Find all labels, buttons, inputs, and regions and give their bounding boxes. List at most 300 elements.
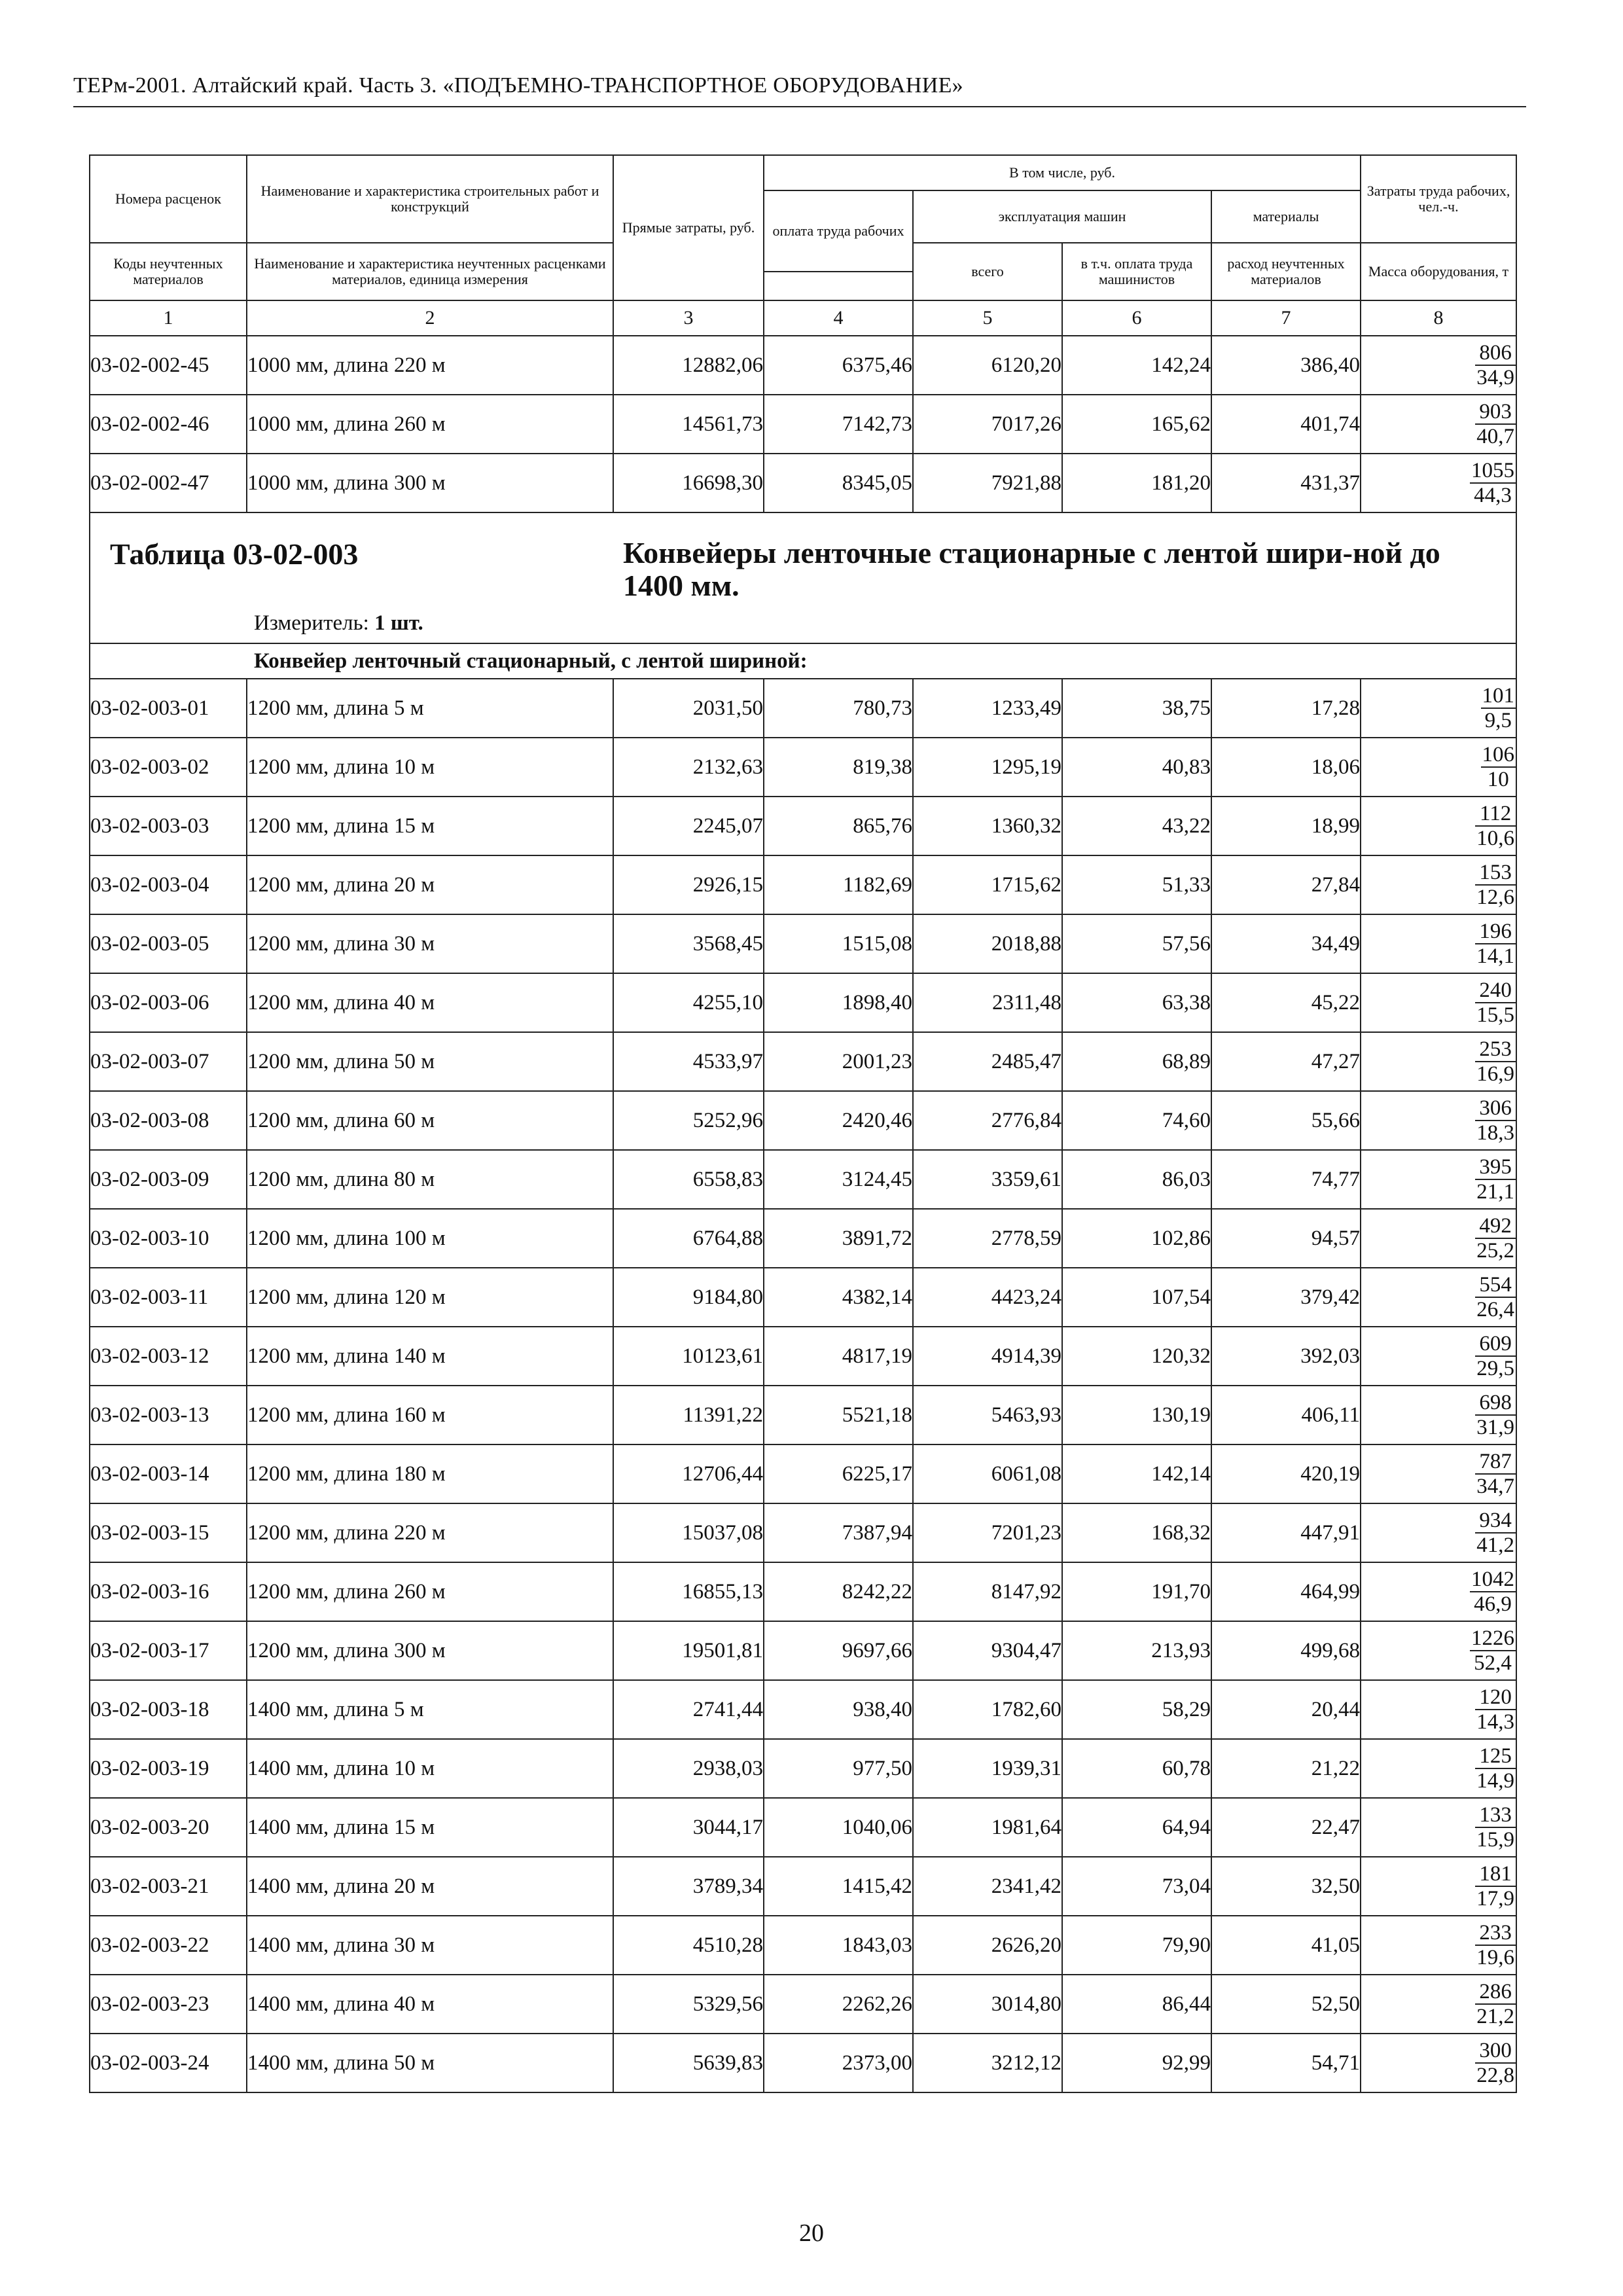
fraction	[1475, 802, 1516, 850]
work-name: 1200 мм, длина 300 м	[247, 1621, 613, 1680]
rate-code: 03-02-003-14	[90, 1444, 247, 1503]
direct-costs: 15037,08	[613, 1503, 764, 1562]
machinist-pay: 142,14	[1062, 1444, 1211, 1503]
rate-code: 03-02-003-08	[90, 1091, 247, 1150]
equipment-mass: 21,1	[1476, 1179, 1515, 1204]
labor-hours: 554	[1475, 1273, 1516, 1298]
materials-cost: 21,22	[1211, 1739, 1361, 1798]
labor-hours: 240	[1475, 978, 1516, 1003]
col-material-codes: Коды неучтенных материалов	[90, 243, 247, 300]
table-row	[90, 1209, 1516, 1268]
labor-hours: 609	[1475, 1332, 1516, 1357]
fraction	[1470, 1568, 1516, 1616]
col-equipment-mass: Масса оборудования, т	[1361, 243, 1516, 300]
rate-code: 03-02-003-20	[90, 1798, 247, 1857]
worker-pay: 8345,05	[764, 454, 913, 512]
column-number: 3	[613, 300, 764, 336]
equipment-mass: 10,6	[1476, 826, 1515, 850]
table-body	[90, 679, 1516, 2092]
equipment-mass: 21,2	[1476, 2004, 1515, 2028]
labor-and-mass	[1361, 973, 1516, 1032]
work-name: 1000 мм, длина 220 м	[247, 336, 613, 395]
labor-hours: 112	[1475, 802, 1516, 827]
materials-cost: 386,40	[1211, 336, 1361, 395]
equipment-mass: 34,9	[1476, 365, 1515, 389]
fraction	[1475, 1921, 1516, 1969]
labor-and-mass	[1361, 679, 1516, 738]
machine-total: 2341,42	[913, 1857, 1062, 1916]
equipment-mass: 26,4	[1476, 1297, 1515, 1321]
equipment-mass: 29,5	[1476, 1356, 1515, 1380]
labor-and-mass	[1361, 1621, 1516, 1680]
work-name: 1200 мм, длина 50 м	[247, 1032, 613, 1091]
fraction	[1481, 743, 1516, 791]
labor-hours: 253	[1475, 1037, 1516, 1062]
fraction	[1470, 459, 1516, 507]
labor-and-mass	[1361, 1386, 1516, 1444]
materials-cost: 54,71	[1211, 2034, 1361, 2092]
work-name: 1400 мм, длина 10 м	[247, 1739, 613, 1798]
labor-and-mass	[1361, 1444, 1516, 1503]
machine-total: 1360,32	[913, 797, 1062, 855]
direct-costs: 12706,44	[613, 1444, 764, 1503]
rate-code: 03-02-003-06	[90, 973, 247, 1032]
labor-and-mass	[1361, 336, 1516, 395]
machine-total: 2776,84	[913, 1091, 1062, 1150]
equipment-mass: 25,2	[1476, 1238, 1515, 1263]
machine-total: 1981,64	[913, 1798, 1062, 1857]
table-row	[90, 973, 1516, 1032]
table-row	[90, 738, 1516, 797]
machine-total: 1233,49	[913, 679, 1062, 738]
machinist-pay: 63,38	[1062, 973, 1211, 1032]
materials-cost: 52,50	[1211, 1975, 1361, 2034]
labor-hours: 300	[1475, 2039, 1516, 2064]
machinist-pay: 68,89	[1062, 1032, 1211, 1091]
machinist-pay: 38,75	[1062, 679, 1211, 738]
col-labor-costs: Затраты труда рабочих, чел.-ч.	[1361, 155, 1516, 243]
machine-total: 2485,47	[913, 1032, 1062, 1091]
work-name: 1200 мм, длина 260 м	[247, 1562, 613, 1621]
direct-costs: 6764,88	[613, 1209, 764, 1268]
labor-hours: 787	[1475, 1450, 1516, 1475]
labor-and-mass	[1361, 855, 1516, 914]
table-row	[90, 1503, 1516, 1562]
machinist-pay: 58,29	[1062, 1680, 1211, 1739]
fraction	[1475, 1155, 1516, 1204]
equipment-mass: 40,7	[1476, 424, 1515, 448]
machine-total: 4914,39	[913, 1327, 1062, 1386]
materials-cost: 464,99	[1211, 1562, 1361, 1621]
work-name: 1200 мм, длина 60 м	[247, 1091, 613, 1150]
materials-cost: 55,66	[1211, 1091, 1361, 1150]
worker-pay: 865,76	[764, 797, 913, 855]
machine-total: 4423,24	[913, 1268, 1062, 1327]
labor-and-mass	[1361, 454, 1516, 512]
table-section-header	[90, 512, 1516, 679]
rate-code: 03-02-003-03	[90, 797, 247, 855]
equipment-mass: 12,6	[1476, 885, 1515, 909]
direct-costs: 3568,45	[613, 914, 764, 973]
rate-code: 03-02-003-10	[90, 1209, 247, 1268]
direct-costs: 5252,96	[613, 1091, 764, 1150]
table-row	[90, 679, 1516, 738]
worker-pay: 3891,72	[764, 1209, 913, 1268]
fraction	[1475, 861, 1516, 909]
direct-costs: 2938,03	[613, 1739, 764, 1798]
equipment-mass: 19,6	[1476, 1945, 1515, 1969]
fraction	[1475, 2039, 1516, 2087]
direct-costs: 4510,28	[613, 1916, 764, 1975]
machinist-pay: 130,19	[1062, 1386, 1211, 1444]
materials-cost: 27,84	[1211, 855, 1361, 914]
direct-costs: 5329,56	[613, 1975, 764, 2034]
table-row	[90, 1091, 1516, 1150]
machine-total: 1939,31	[913, 1739, 1062, 1798]
machinist-pay: 60,78	[1062, 1739, 1211, 1798]
fraction	[1475, 1803, 1516, 1852]
machine-total: 3014,80	[913, 1975, 1062, 2034]
labor-hours: 698	[1475, 1391, 1516, 1416]
worker-pay: 2001,23	[764, 1032, 913, 1091]
machine-total: 2778,59	[913, 1209, 1062, 1268]
column-number: 5	[913, 300, 1062, 336]
worker-pay: 819,38	[764, 738, 913, 797]
rate-code: 03-02-003-04	[90, 855, 247, 914]
table-number: Таблица 03-02-003	[110, 537, 359, 571]
machinist-pay: 64,94	[1062, 1798, 1211, 1857]
labor-hours: 395	[1475, 1155, 1516, 1180]
work-name: 1400 мм, длина 30 м	[247, 1916, 613, 1975]
fraction	[1475, 920, 1516, 968]
machinist-pay: 92,99	[1062, 2034, 1211, 2092]
labor-hours: 133	[1475, 1803, 1516, 1828]
labor-hours: 492	[1475, 1214, 1516, 1239]
col-material-names: Наименование и характеристика неучтенных расценками материалов, единица измерения	[247, 243, 613, 300]
materials-cost: 47,27	[1211, 1032, 1361, 1091]
direct-costs: 2926,15	[613, 855, 764, 914]
equipment-mass: 41,2	[1476, 1533, 1515, 1557]
col-materials: материалы	[1211, 190, 1361, 243]
fraction	[1475, 341, 1516, 389]
rate-code: 03-02-002-47	[90, 454, 247, 512]
rate-code: 03-02-003-22	[90, 1916, 247, 1975]
document-header: ТЕРм-2001. Алтайский край. Часть 3. «ПОДЪЕМНО-ТРАНСПОРТНОЕ ОБОРУДОВАНИЕ»	[73, 73, 963, 98]
fraction	[1475, 1980, 1516, 2028]
machinist-pay: 213,93	[1062, 1621, 1211, 1680]
labor-and-mass	[1361, 395, 1516, 454]
labor-hours: 286	[1475, 1980, 1516, 2005]
materials-cost: 20,44	[1211, 1680, 1361, 1739]
materials-cost: 18,06	[1211, 738, 1361, 797]
labor-and-mass	[1361, 797, 1516, 855]
labor-and-mass	[1361, 738, 1516, 797]
worker-pay: 1898,40	[764, 973, 913, 1032]
equipment-mass: 15,5	[1476, 1003, 1515, 1027]
rate-code: 03-02-003-18	[90, 1680, 247, 1739]
rate-code: 03-02-003-17	[90, 1621, 247, 1680]
worker-pay: 938,40	[764, 1680, 913, 1739]
machinist-pay: 79,90	[1062, 1916, 1211, 1975]
labor-and-mass	[1361, 1091, 1516, 1150]
rate-code: 03-02-003-01	[90, 679, 247, 738]
fraction	[1475, 1214, 1516, 1263]
materials-cost: 32,50	[1211, 1857, 1361, 1916]
materials-cost: 420,19	[1211, 1444, 1361, 1503]
machine-total: 3359,61	[913, 1150, 1062, 1209]
machine-total: 1782,60	[913, 1680, 1062, 1739]
group-title: Конвейер ленточный стационарный, с лентой шириной:	[90, 643, 1516, 679]
fraction	[1475, 1450, 1516, 1498]
work-name: 1400 мм, длина 20 м	[247, 1857, 613, 1916]
machine-total: 1715,62	[913, 855, 1062, 914]
machinist-pay: 191,70	[1062, 1562, 1211, 1621]
machine-total: 7017,26	[913, 395, 1062, 454]
direct-costs: 16855,13	[613, 1562, 764, 1621]
table-row	[90, 1680, 1516, 1739]
table-row	[90, 454, 1516, 512]
rate-code: 03-02-003-16	[90, 1562, 247, 1621]
rate-code: 03-02-003-12	[90, 1327, 247, 1386]
col-rate-numbers: Номера расценок	[90, 155, 247, 243]
table-row	[90, 1562, 1516, 1621]
direct-costs: 12882,06	[613, 336, 764, 395]
equipment-mass: 14,9	[1476, 1768, 1515, 1793]
direct-costs: 9184,80	[613, 1268, 764, 1327]
labor-hours: 806	[1475, 341, 1516, 366]
machine-total: 7921,88	[913, 454, 1062, 512]
labor-hours: 1226	[1471, 1626, 1515, 1650]
worker-pay: 6225,17	[764, 1444, 913, 1503]
machinist-pay: 86,44	[1062, 1975, 1211, 2034]
equipment-mass: 18,3	[1476, 1121, 1515, 1145]
labor-hours: 196	[1475, 920, 1516, 944]
labor-hours: 101	[1482, 683, 1515, 708]
fraction	[1475, 1273, 1516, 1321]
materials-cost: 379,42	[1211, 1268, 1361, 1327]
worker-pay: 4382,14	[764, 1268, 913, 1327]
column-number: 1	[90, 300, 247, 336]
rate-code: 03-02-003-02	[90, 738, 247, 797]
labor-hours: 181	[1475, 1862, 1516, 1887]
worker-pay: 780,73	[764, 679, 913, 738]
work-name: 1000 мм, длина 300 м	[247, 454, 613, 512]
machinist-pay: 165,62	[1062, 395, 1211, 454]
materials-cost: 401,74	[1211, 395, 1361, 454]
direct-costs: 14561,73	[613, 395, 764, 454]
work-name: 1200 мм, длина 100 м	[247, 1209, 613, 1268]
labor-and-mass	[1361, 1209, 1516, 1268]
machinist-pay: 142,24	[1062, 336, 1211, 395]
worker-pay: 977,50	[764, 1739, 913, 1798]
machine-total: 1295,19	[913, 738, 1062, 797]
labor-and-mass	[1361, 2034, 1516, 2092]
labor-and-mass	[1361, 1798, 1516, 1857]
machine-total: 5463,93	[913, 1386, 1062, 1444]
labor-hours: 120	[1475, 1685, 1516, 1710]
direct-costs: 2132,63	[613, 738, 764, 797]
machinist-pay: 40,83	[1062, 738, 1211, 797]
rate-code: 03-02-003-19	[90, 1739, 247, 1798]
labor-hours: 125	[1475, 1744, 1516, 1769]
machinist-pay: 120,32	[1062, 1327, 1211, 1386]
machine-total: 8147,92	[913, 1562, 1062, 1621]
worker-pay: 6375,46	[764, 336, 913, 395]
rate-code: 03-02-002-45	[90, 336, 247, 395]
labor-and-mass	[1361, 1739, 1516, 1798]
machinist-pay: 57,56	[1062, 914, 1211, 973]
measure-label: Измеритель:	[254, 611, 369, 635]
machinist-pay: 102,86	[1062, 1209, 1211, 1268]
table-row	[90, 336, 1516, 395]
rate-code: 03-02-003-11	[90, 1268, 247, 1327]
page-number: 20	[799, 2219, 824, 2247]
materials-cost: 18,99	[1211, 797, 1361, 855]
work-name: 1200 мм, длина 30 м	[247, 914, 613, 973]
materials-cost: 17,28	[1211, 679, 1361, 738]
direct-costs: 5639,83	[613, 2034, 764, 2092]
worker-pay: 8242,22	[764, 1562, 913, 1621]
machinist-pay: 181,20	[1062, 454, 1211, 512]
col-direct-costs: Прямые затраты, руб.	[613, 155, 764, 300]
worker-pay: 1515,08	[764, 914, 913, 973]
equipment-mass: 52,4	[1474, 1651, 1512, 1675]
machinist-pay: 86,03	[1062, 1150, 1211, 1209]
materials-cost: 406,11	[1211, 1386, 1361, 1444]
work-name: 1200 мм, длина 180 м	[247, 1444, 613, 1503]
rate-code: 03-02-003-09	[90, 1150, 247, 1209]
worker-pay: 7142,73	[764, 395, 913, 454]
work-name: 1200 мм, длина 40 м	[247, 973, 613, 1032]
work-name: 1200 мм, длина 15 м	[247, 797, 613, 855]
table-caption	[90, 512, 1516, 643]
col-total: всего	[913, 243, 1062, 300]
equipment-mass: 10	[1487, 767, 1509, 791]
labor-hours: 233	[1475, 1921, 1516, 1946]
worker-pay: 1040,06	[764, 1798, 913, 1857]
labor-and-mass	[1361, 1562, 1516, 1621]
col-work-name: Наименование и характеристика строительных работ и конструкций	[247, 155, 613, 243]
rate-code: 03-02-003-13	[90, 1386, 247, 1444]
labor-and-mass	[1361, 914, 1516, 973]
column-number: 4	[764, 300, 913, 336]
work-name: 1400 мм, длина 15 м	[247, 1798, 613, 1857]
labor-and-mass	[1361, 1680, 1516, 1739]
labor-and-mass	[1361, 1327, 1516, 1386]
worker-pay: 1843,03	[764, 1916, 913, 1975]
fraction	[1481, 684, 1516, 732]
equipment-mass: 14,1	[1476, 944, 1515, 968]
direct-costs: 4533,97	[613, 1032, 764, 1091]
materials-cost: 94,57	[1211, 1209, 1361, 1268]
direct-costs: 4255,10	[613, 973, 764, 1032]
table-row	[90, 1327, 1516, 1386]
direct-costs: 6558,83	[613, 1150, 764, 1209]
measure-unit	[254, 611, 423, 636]
col-material-use: расход неучтенных материалов	[1211, 243, 1361, 300]
work-name: 1200 мм, длина 10 м	[247, 738, 613, 797]
worker-pay: 4817,19	[764, 1327, 913, 1386]
fraction	[1475, 1037, 1516, 1086]
equipment-mass: 34,7	[1476, 1474, 1515, 1498]
labor-hours: 306	[1475, 1096, 1516, 1121]
equipment-mass: 16,9	[1476, 1062, 1515, 1086]
labor-hours: 1042	[1471, 1567, 1515, 1591]
labor-hours: 106	[1482, 742, 1515, 766]
worker-pay: 1415,42	[764, 1857, 913, 1916]
fraction	[1475, 1685, 1516, 1734]
equipment-mass: 15,9	[1476, 1827, 1515, 1852]
worker-pay: 9697,66	[764, 1621, 913, 1680]
table-row	[90, 1032, 1516, 1091]
equipment-mass: 46,9	[1474, 1592, 1512, 1616]
machinist-pay: 168,32	[1062, 1503, 1211, 1562]
worker-pay: 5521,18	[764, 1386, 913, 1444]
fraction	[1475, 400, 1516, 448]
table-row	[90, 1857, 1516, 1916]
machine-total: 2311,48	[913, 973, 1062, 1032]
rates-table	[89, 154, 1517, 2093]
table-title: Конвейеры ленточные стационарные с лентой шири-ной до 1400 мм.	[623, 536, 1440, 602]
labor-and-mass	[1361, 1268, 1516, 1327]
column-numbers-row	[90, 300, 1516, 336]
equipment-mass: 31,9	[1476, 1415, 1515, 1439]
direct-costs: 2741,44	[613, 1680, 764, 1739]
machine-total: 6061,08	[913, 1444, 1062, 1503]
direct-costs: 16698,30	[613, 454, 764, 512]
column-number: 8	[1361, 300, 1516, 336]
materials-cost: 34,49	[1211, 914, 1361, 973]
work-name: 1200 мм, длина 220 м	[247, 1503, 613, 1562]
equipment-mass: 17,9	[1476, 1886, 1515, 1910]
direct-costs: 3044,17	[613, 1798, 764, 1857]
labor-hours: 934	[1475, 1509, 1516, 1534]
rate-code: 03-02-002-46	[90, 395, 247, 454]
measure-value: 1 шт.	[374, 611, 423, 635]
materials-cost: 392,03	[1211, 1327, 1361, 1386]
labor-and-mass	[1361, 1032, 1516, 1091]
equipment-mass: 22,8	[1476, 2063, 1515, 2087]
worker-pay: 7387,94	[764, 1503, 913, 1562]
table-header	[90, 155, 1516, 336]
fraction	[1475, 1862, 1516, 1910]
fraction	[1475, 1332, 1516, 1380]
equipment-mass: 9,5	[1484, 708, 1512, 732]
labor-hours: 903	[1475, 400, 1516, 425]
labor-and-mass	[1361, 1150, 1516, 1209]
rate-code: 03-02-003-24	[90, 2034, 247, 2092]
rate-code: 03-02-003-07	[90, 1032, 247, 1091]
work-name: 1200 мм, длина 20 м	[247, 855, 613, 914]
labor-and-mass	[1361, 1503, 1516, 1562]
worker-pay: 3124,45	[764, 1150, 913, 1209]
rate-code: 03-02-003-21	[90, 1857, 247, 1916]
work-name: 1200 мм, длина 160 м	[247, 1386, 613, 1444]
direct-costs: 19501,81	[613, 1621, 764, 1680]
col-machinist-pay: в т.ч. оплата труда машинистов	[1062, 243, 1211, 300]
column-number: 7	[1211, 300, 1361, 336]
machine-total: 2626,20	[913, 1916, 1062, 1975]
machinist-pay: 73,04	[1062, 1857, 1211, 1916]
labor-and-mass	[1361, 1975, 1516, 2034]
direct-costs: 10123,61	[613, 1327, 764, 1386]
table-row	[90, 1150, 1516, 1209]
work-name: 1400 мм, длина 50 м	[247, 2034, 613, 2092]
machinist-pay: 43,22	[1062, 797, 1211, 855]
rate-code: 03-02-003-15	[90, 1503, 247, 1562]
fraction	[1475, 1096, 1516, 1145]
work-name: 1200 мм, длина 5 м	[247, 679, 613, 738]
